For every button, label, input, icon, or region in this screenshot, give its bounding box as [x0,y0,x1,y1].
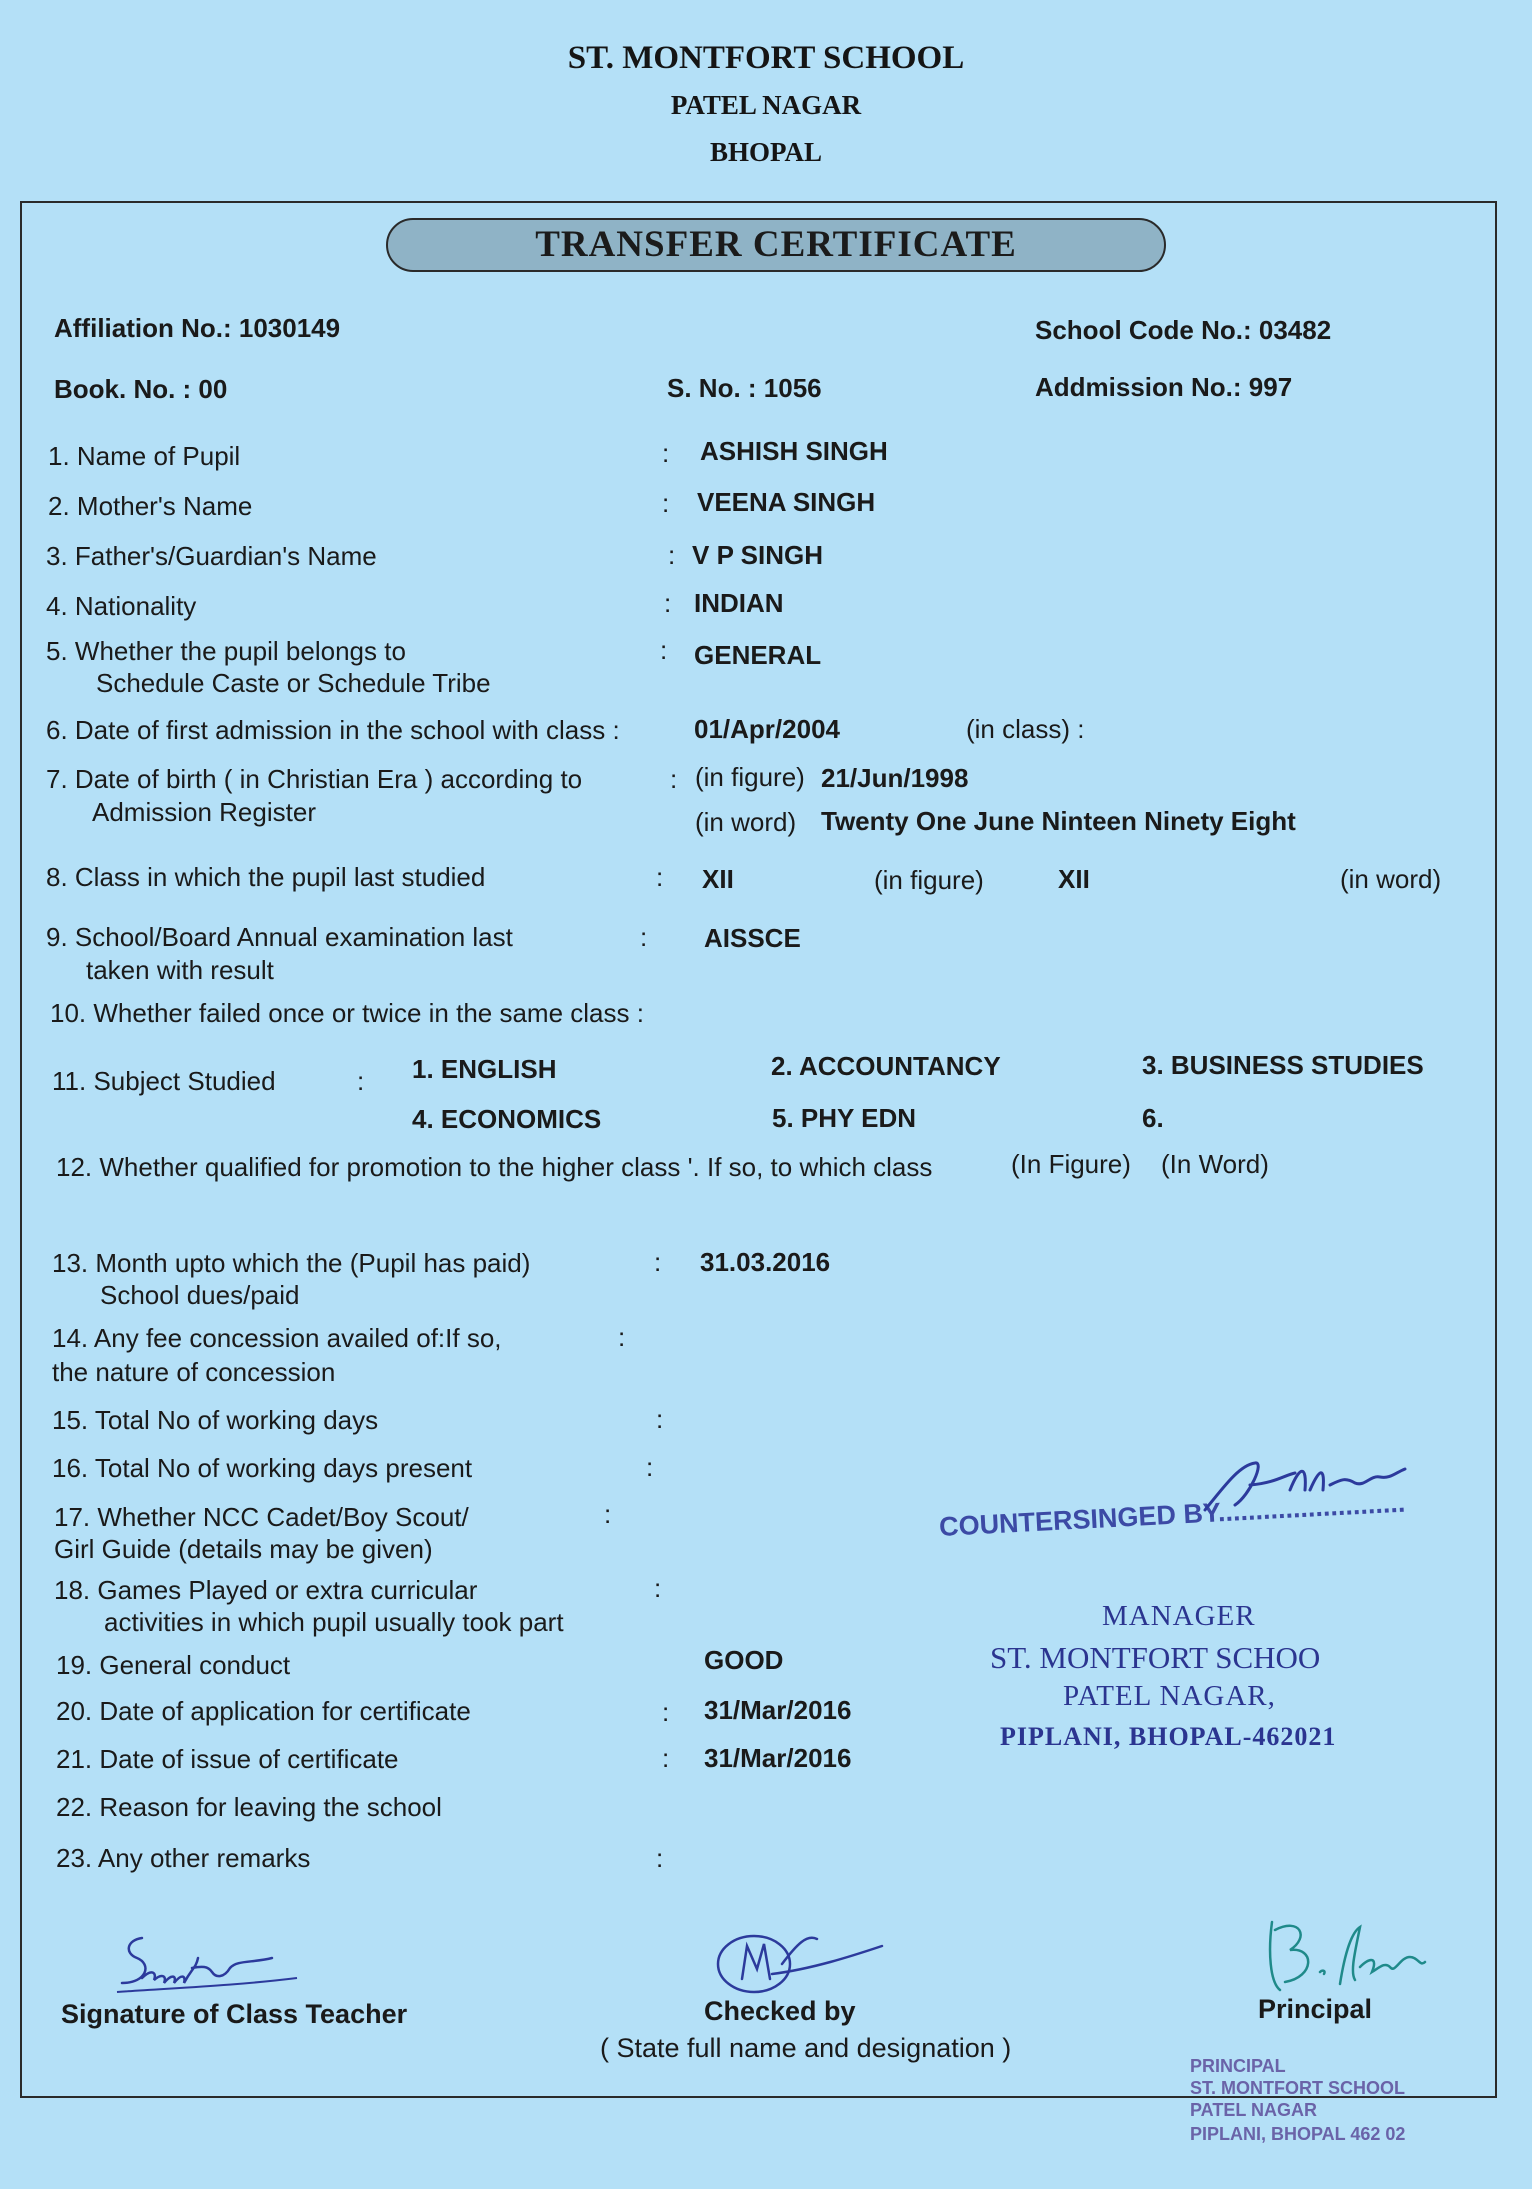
field-colon: : [664,588,672,618]
subject-item: 6. [1142,1103,1164,1133]
field-last-class-figure-label: (in figure) [874,865,984,895]
field-dob-figure-value: 21/Jun/1998 [821,763,969,793]
checked-by-signature-icon [712,1924,902,1994]
field-exam-label-line1: 9. School/Board Annual examination last [46,922,513,952]
subject-item: 4. ECONOMICS [412,1104,602,1134]
school-name: ST. MONTFORT SCHOOL [567,40,965,76]
school-code-no: School Code No.: 03482 [1035,315,1332,345]
subject-item: 3. BUSINESS STUDIES [1142,1050,1424,1080]
field-colon: : [670,764,678,794]
field-caste-label-line1: 5. Whether the pupil belongs to [46,636,406,666]
field-conduct-value: GOOD [704,1645,784,1675]
field-colon: : [656,1843,664,1873]
field-remarks-label: 23. Any other remarks [56,1843,311,1873]
field-colon: : [604,1499,612,1529]
principal-label: Principal [1258,1994,1373,2024]
field-father-name-label: 3. Father's/Guardian's Name [46,541,377,571]
field-last-class-word-label: (in word) [1340,864,1442,894]
field-mother-name-label: 2. Mother's Name [48,491,253,521]
field-promotion-label: 12. Whether qualified for promotion to the higher class '. If so, to which class [56,1152,933,1182]
field-first-admission-value: 01/Apr/2004 [694,714,840,744]
admission-no: Addmission No.: 997 [1035,372,1293,402]
field-ncc-label-line1: 17. Whether NCC Cadet/Boy Scout/ [54,1502,469,1532]
field-colon: : [660,635,668,665]
field-last-class-figure-value: XII [702,864,734,894]
field-reason-label: 22. Reason for leaving the school [56,1792,442,1822]
field-colon: : [656,862,664,892]
serial-no: S. No. : 1056 [667,373,822,403]
field-exam-label-line2: taken with result [86,955,274,985]
principal-signature-icon [1260,1912,1450,2002]
field-colon: : [662,438,670,468]
field-dob-word-label: (in word) [695,807,797,837]
field-dob-figure-label: (in figure) [695,762,805,792]
field-colon: : [618,1322,626,1352]
countersigned-dots: ......................... [1217,1487,1406,1528]
subject-item: 5. PHY EDN [772,1103,917,1133]
field-nationality-label: 4. Nationality [46,591,197,621]
field-colon: : [654,1247,662,1277]
principal-stamp-line2: ST. MONTFORT SCHOOL [1190,2078,1405,2098]
field-colon: : [646,1452,654,1482]
checked-by-label: Checked by [704,1996,856,2026]
manager-stamp-school: ST. MONTFORT SCHOO [990,1640,1321,1675]
principal-stamp-line4: PIPLANI, BHOPAL 462 02 [1190,2124,1406,2144]
class-teacher-signature-icon [112,1928,312,1998]
field-dues-value: 31.03.2016 [700,1247,831,1277]
field-caste-label-line2: Schedule Caste or Schedule Tribe [96,668,491,698]
field-games-label-line1: 18. Games Played or extra curricular [54,1575,478,1605]
field-ncc-label-line2: Girl Guide (details may be given) [54,1534,433,1564]
field-application-date-label: 20. Date of application for certificate [56,1696,471,1726]
field-colon: : [662,1743,670,1773]
field-dob-word-value: Twenty One June Ninteen Ninety Eight [821,806,1296,836]
field-father-name-value: V P SINGH [692,540,824,570]
manager-stamp-locality: PATEL NAGAR, [1063,1680,1276,1712]
affiliation-no: Affiliation No.: 1030149 [54,313,341,343]
field-colon: : [662,1697,670,1727]
field-failed-label: 10. Whether failed once or twice in the same class : [50,998,644,1028]
field-first-admission-label: 6. Date of first admission in the school with class : [46,715,620,745]
field-issue-date-label: 21. Date of issue of certificate [56,1744,399,1774]
field-name-of-pupil-label: 1. Name of Pupil [48,441,241,471]
field-dob-label-line1: 7. Date of birth ( in Christian Era ) according to [46,764,583,794]
field-conduct-label: 19. General conduct [56,1650,291,1680]
principal-stamp-line3: PATEL NAGAR [1190,2100,1318,2120]
field-concession-label-line2: the nature of concession [52,1357,336,1387]
field-games-label-line2: activities in which pupil usually took part [104,1607,564,1637]
checked-by-note: ( State full name and designation ) [600,2033,1012,2063]
book-no: Book. No. : 00 [54,374,228,404]
field-dues-label-line2: School dues/paid [100,1280,300,1310]
field-colon: : [640,922,648,952]
field-application-date-value: 31/Mar/2016 [704,1695,852,1725]
subject-item: 1. ENGLISH [412,1054,557,1084]
field-nationality-value: INDIAN [694,588,784,618]
field-issue-date-value: 31/Mar/2016 [704,1743,852,1773]
class-teacher-signature-label: Signature of Class Teacher [61,1999,408,2029]
field-days-present-label: 16. Total No of working days present [52,1453,473,1483]
principal-stamp-line1: PRINCIPAL [1190,2056,1286,2076]
field-colon: : [662,488,670,518]
countersigned-text: COUNTERSINGED BY [938,1497,1219,1543]
field-name-of-pupil-value: ASHISH SINGH [700,436,888,466]
field-last-class-label: 8. Class in which the pupil last studied [46,862,486,892]
field-last-class-word-value: XII [1058,864,1090,894]
field-colon: : [654,1573,662,1603]
manager-signature-icon [1195,1455,1415,1515]
field-concession-label-line1: 14. Any fee concession availed of:If so, [52,1323,502,1353]
field-promotion-figure: (In Figure) [1011,1149,1131,1179]
subject-item: 2. ACCOUNTANCY [771,1051,1001,1081]
field-caste-value: GENERAL [694,640,822,670]
field-dob-label-line2: Admission Register [92,797,316,827]
certificate-title: TRANSFER CERTIFICATE [386,218,1166,272]
field-working-days-label: 15. Total No of working days [52,1405,379,1435]
field-first-admission-class: (in class) : [966,714,1085,744]
field-exam-value: AISSCE [704,923,801,953]
school-locality: PATEL NAGAR [670,90,862,120]
school-city: BHOPAL [709,137,822,167]
field-dues-label-line1: 13. Month upto which the (Pupil has paid) [52,1248,531,1278]
field-colon: : [668,540,676,570]
manager-stamp-address: PIPLANI, BHOPAL-462021 [1000,1722,1337,1751]
field-subjects-label: 11. Subject Studied [52,1066,276,1096]
field-promotion-word: (In Word) [1161,1149,1269,1179]
manager-stamp-title: MANAGER [1102,1600,1256,1632]
field-colon: : [357,1066,365,1096]
field-mother-name-value: VEENA SINGH [697,487,876,517]
field-colon: : [656,1404,664,1434]
